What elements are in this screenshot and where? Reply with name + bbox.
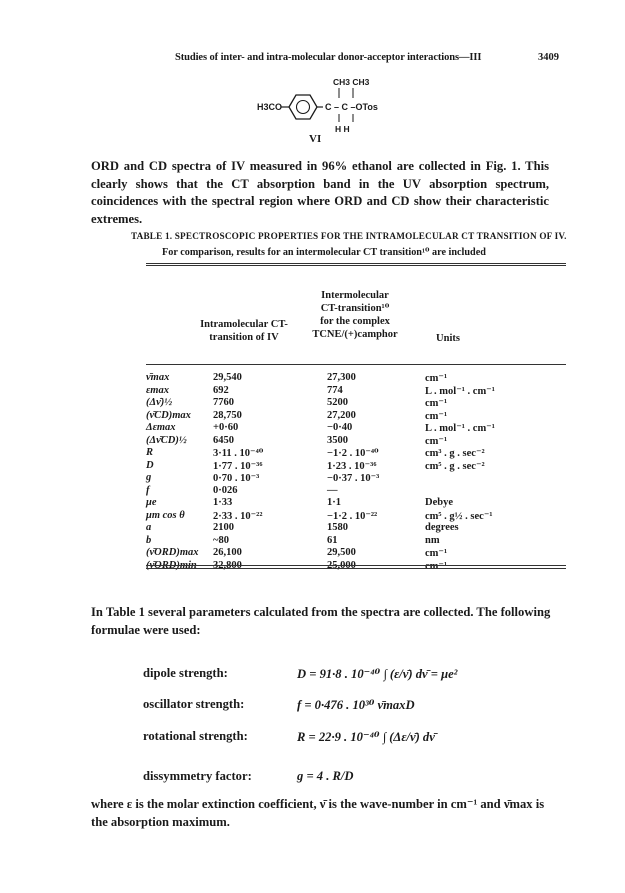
cell-intermolecular: 29,500 bbox=[327, 547, 356, 558]
cell-intramolecular: 692 bbox=[213, 384, 229, 396]
cell-intramolecular: 26,100 bbox=[213, 547, 242, 558]
cell-intramolecular: 28,750 bbox=[213, 409, 242, 421]
table-bottom-rule-inner bbox=[146, 568, 566, 569]
cell-units: cm⁻¹ bbox=[425, 373, 448, 384]
cell-parameter: (ν̄ORD)max bbox=[146, 547, 199, 558]
cell-units: cm⁻¹ bbox=[425, 410, 448, 422]
cell-units: cm⁻¹ bbox=[425, 435, 448, 447]
cell-parameter: μe bbox=[146, 497, 157, 508]
benzene-ring bbox=[289, 95, 317, 119]
cell-parameter: (ν̄CD)max bbox=[146, 409, 191, 421]
page-number: 3409 bbox=[538, 52, 559, 63]
formula-label-dissymmetry: dissymmetry factor: bbox=[143, 769, 252, 783]
cell-intermolecular: −0·37 . 10⁻³ bbox=[327, 473, 380, 484]
chemical-structure bbox=[255, 76, 395, 134]
cell-intramolecular: 2100 bbox=[213, 522, 234, 533]
cell-intramolecular: ~80 bbox=[213, 534, 229, 546]
cell-units: cm³ . g . sec⁻² bbox=[425, 448, 485, 459]
cell-intramolecular: 1·77 . 10⁻³⁶ bbox=[213, 460, 263, 472]
header-intermolecular: Intermolecular CT-transition¹⁰ for the complex TCNE/(+)camphor bbox=[312, 290, 398, 340]
table-caption-title: TABLE 1. SPECTROSCOPIC PROPERTIES FOR THE INTRAMOLECULAR CT TRANSITION OF IV. bbox=[131, 231, 567, 241]
structure-chain: C – C –OTos bbox=[325, 102, 378, 112]
cell-intramolecular: 32,800 bbox=[213, 559, 242, 571]
cell-intermolecular: −1·2 . 10⁻²² bbox=[327, 510, 378, 522]
cell-parameter: (Δν̄)½ bbox=[146, 397, 173, 408]
paragraph-formulae-intro: In Table 1 several parameters calculated from the spectra are collected. The following formulae were used: bbox=[91, 605, 551, 637]
paragraph-definitions: where ε is the molar extinction coefficient, ν̄ is the wave-number in cm⁻¹ and ν̄max is the absorption maximum. bbox=[91, 797, 545, 829]
cell-units: cm⁵ . g½ . sec⁻¹ bbox=[425, 510, 493, 522]
cell-intramolecular: 0·026 bbox=[213, 484, 238, 496]
cell-units: cm⁻¹ bbox=[425, 560, 448, 572]
cell-parameter: a bbox=[146, 522, 152, 533]
cell-intermolecular: 3500 bbox=[327, 434, 348, 446]
cell-parameter: D bbox=[146, 459, 154, 471]
cell-parameter: g bbox=[146, 472, 152, 483]
cell-parameter: (Δν̄CD)½ bbox=[146, 434, 187, 446]
formula-oscillator-strength: f = 0·476 . 10³⁰ ν̄maxD bbox=[297, 698, 415, 712]
cell-intermolecular: −0·40 bbox=[327, 422, 353, 433]
cell-parameter: b bbox=[146, 534, 152, 546]
running-title: Studies of inter- and intra-molecular donor-acceptor interactions—III bbox=[175, 52, 482, 63]
cell-parameter: ν̄max bbox=[146, 372, 170, 383]
cell-intermolecular: 27,300 bbox=[327, 372, 356, 383]
cell-parameter: εmax bbox=[146, 384, 169, 396]
cell-intermolecular: 61 bbox=[327, 534, 338, 546]
cell-units: degrees bbox=[425, 522, 459, 533]
cell-parameter: (ν̄ORD)min bbox=[146, 559, 197, 571]
header-intramolecular: Intramolecular CT- transition of IV bbox=[200, 319, 288, 343]
paragraph-ord-cd: ORD and CD spectra of IV measured in 96% ethanol are collected in Fig. 1. This clearly shows that the CT absorption band in the UV absorption spectrum, coincidences with the spectral region where ORD and CD show their characteristic extremes. bbox=[91, 159, 549, 226]
table-row bbox=[0, 560, 625, 574]
cell-intermolecular: 1·23 . 10⁻³⁶ bbox=[327, 460, 377, 472]
structure-top-substituents: CH3 CH3 bbox=[333, 77, 370, 87]
structure-methoxy: H3CO bbox=[257, 102, 283, 112]
table-top-rule bbox=[146, 263, 566, 264]
cell-intermolecular: — bbox=[327, 484, 338, 496]
cell-intramolecular: 0·70 . 10⁻³ bbox=[213, 473, 260, 484]
cell-intramolecular: 29,540 bbox=[213, 372, 242, 383]
cell-intramolecular: 1·33 bbox=[213, 497, 233, 508]
cell-intramolecular: +0·60 bbox=[213, 422, 239, 433]
table-top-rule-inner bbox=[146, 265, 566, 266]
cell-intermolecular: 1580 bbox=[327, 522, 348, 533]
cell-intramolecular: 7760 bbox=[213, 397, 234, 408]
formula-rotational-strength: R = 22·9 . 10⁻⁴⁰ ∫ (Δε/ν̄) dν̄ bbox=[297, 730, 435, 744]
cell-intramolecular: 6450 bbox=[213, 434, 234, 446]
cell-intermolecular: 774 bbox=[327, 384, 343, 396]
cell-intermolecular: 1·1 bbox=[327, 497, 342, 508]
structure-bottom-substituents: H H bbox=[335, 124, 350, 134]
table-bottom-rule bbox=[146, 565, 566, 566]
cell-intermolecular: 5200 bbox=[327, 397, 348, 408]
cell-parameter: Δεmax bbox=[146, 422, 176, 433]
cell-units: nm bbox=[425, 534, 440, 546]
cell-units: cm⁻¹ bbox=[425, 398, 448, 409]
cell-units: Debye bbox=[425, 497, 453, 508]
cell-units: L . mol⁻¹ . cm⁻¹ bbox=[425, 423, 495, 434]
compound-label: VI bbox=[309, 133, 322, 145]
cell-parameter: R bbox=[146, 447, 154, 458]
header-units: Units bbox=[436, 333, 460, 344]
cell-intramolecular: 2·33 . 10⁻²² bbox=[213, 510, 263, 522]
table-header-rule bbox=[146, 364, 566, 365]
cell-intermolecular: 25,000 bbox=[327, 559, 356, 571]
cell-intramolecular: 3·11 . 10⁻⁴⁰ bbox=[213, 448, 264, 459]
formula-dissymmetry-factor: g = 4 . R/D bbox=[297, 769, 354, 783]
formula-label-oscillator: oscillator strength: bbox=[143, 697, 245, 711]
table-caption-note: For comparison, results for an intermolecular CT transition¹⁰ are included bbox=[162, 247, 486, 258]
formula-label-rotational: rotational strength: bbox=[143, 729, 248, 743]
cell-parameter: μm cos θ bbox=[146, 509, 185, 521]
cell-intermolecular: 27,200 bbox=[327, 409, 356, 421]
formula-dipole-strength: D = 91·8 . 10⁻⁴⁰ ∫ (ε/ν̄) dν̄ = μe² bbox=[297, 667, 458, 681]
cell-units: L . mol⁻¹ . cm⁻¹ bbox=[425, 385, 495, 397]
cell-units: cm⁻¹ bbox=[425, 548, 448, 559]
cell-intermolecular: −1·2 . 10⁻⁴⁰ bbox=[327, 448, 379, 459]
cell-units: cm⁵ . g . sec⁻² bbox=[425, 460, 485, 472]
cell-parameter: f bbox=[146, 484, 150, 496]
formula-label-dipole: dipole strength: bbox=[143, 666, 228, 680]
